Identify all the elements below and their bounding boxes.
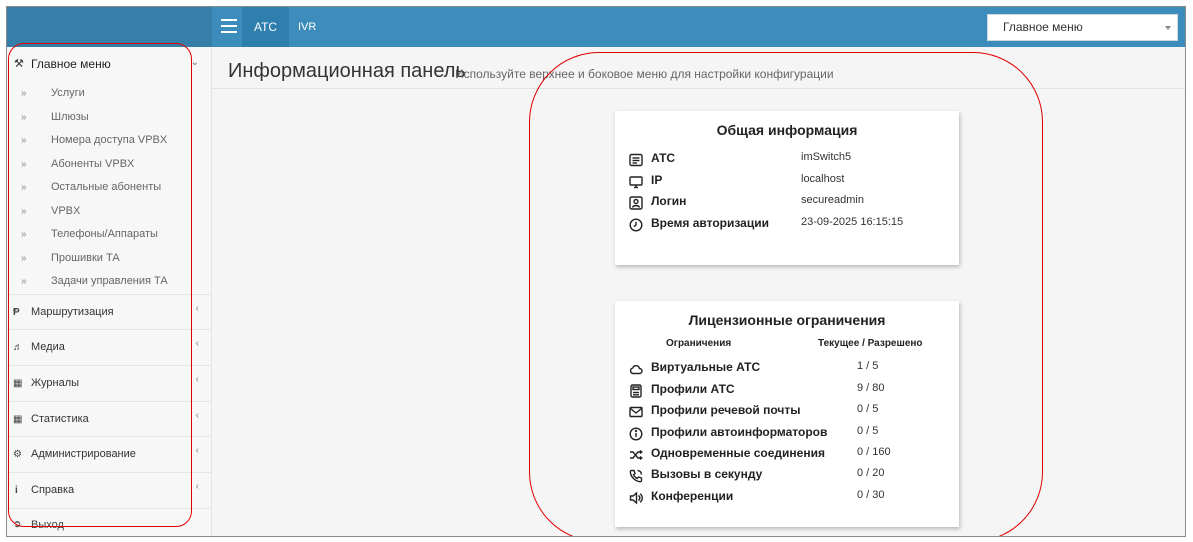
- chevron-left-icon: ‹: [195, 373, 199, 385]
- license-limits-card: [615, 301, 959, 527]
- double-chevron-icon: »: [21, 276, 27, 287]
- phone-icon: [629, 469, 643, 483]
- sidebar-item-logs[interactable]: [7, 365, 211, 401]
- double-chevron-icon: »: [21, 252, 27, 264]
- submenu-item-label: Прошивки ТА: [51, 251, 120, 264]
- hamburger-menu-icon[interactable]: [221, 19, 237, 33]
- sidebar-item-label: Справка: [31, 483, 75, 496]
- submenu-item-vpbx[interactable]: [7, 200, 211, 224]
- main-menu-select-value: Главное меню: [1003, 20, 1083, 34]
- submenu-item-services[interactable]: [7, 82, 211, 106]
- license-label: Профили автоинформаторов: [651, 425, 828, 439]
- double-chevron-icon: »: [21, 229, 27, 240]
- submenu-item-label: VPBX: [51, 204, 81, 217]
- monitor-icon: [629, 175, 643, 189]
- page-subtitle: Используйте верхнее и боковое меню для настройки конфигурации: [455, 67, 834, 81]
- sidebar-item-routing[interactable]: [7, 294, 211, 330]
- chevron-left-icon: ‹: [195, 445, 199, 457]
- info-label: IP: [651, 173, 663, 187]
- license-value: 0 / 5: [857, 403, 879, 415]
- app-window: [6, 6, 1186, 537]
- main-menu-select[interactable]: [987, 14, 1178, 41]
- main-content: [212, 47, 1186, 537]
- sidebar-submenu: [7, 82, 211, 294]
- submenu-item-label: Услуги: [51, 87, 85, 99]
- double-chevron-icon: »: [21, 205, 27, 217]
- chevron-down-icon: ⌄: [190, 57, 199, 68]
- column-header-limits: Ограничения: [666, 338, 732, 349]
- license-label: Вызовы в секунду: [651, 467, 763, 481]
- card-title: Общая информация: [716, 122, 858, 138]
- license-value: 0 / 5: [857, 425, 879, 437]
- sidebar-item-label: Статистика: [31, 412, 89, 425]
- info-label: Логин: [651, 194, 687, 208]
- tab-ats[interactable]: АТС: [242, 7, 289, 47]
- submenu-item-label: Задачи управления ТА: [51, 275, 168, 287]
- logo-area: [7, 7, 212, 47]
- sidebar-item-exit[interactable]: [7, 508, 211, 534]
- sidebar-item-label: Выход: [31, 518, 64, 531]
- license-label: Конференции: [651, 489, 734, 503]
- submenu-item-phones[interactable]: [7, 223, 211, 247]
- gears-icon: ⚙: [13, 449, 22, 461]
- info-circle-icon: [629, 427, 643, 441]
- clock-icon: [629, 218, 643, 232]
- sidebar: [7, 47, 212, 537]
- sidebar-item-main-menu[interactable]: [7, 47, 211, 82]
- sidebar-item-administration[interactable]: [7, 436, 211, 472]
- submenu-item-firmware[interactable]: [7, 247, 211, 271]
- double-chevron-icon: »: [21, 111, 27, 123]
- sidebar-item-help[interactable]: [7, 472, 211, 508]
- calendar-icon: ▦: [13, 413, 23, 425]
- list-icon: [629, 153, 643, 167]
- license-label: Виртуальные АТС: [651, 360, 761, 374]
- license-label: Профили АТС: [651, 382, 735, 396]
- double-chevron-icon: »: [21, 135, 27, 146]
- chevron-left-icon: ‹: [195, 409, 199, 421]
- sidebar-item-statistics[interactable]: [7, 401, 211, 437]
- info-label: АТС: [651, 151, 676, 165]
- submenu-item-gateways[interactable]: [7, 106, 211, 130]
- license-value: 9 / 80: [857, 382, 885, 394]
- info-value: secureadmin: [801, 194, 864, 206]
- sidebar-item-label: Журналы: [31, 376, 80, 389]
- submenu-item-label: Абоненты VPBX: [51, 157, 135, 170]
- card-title: Лицензионные ограничения: [688, 312, 886, 328]
- chevron-left-icon: ‹: [195, 480, 199, 492]
- sign-out-icon: ➲: [13, 518, 22, 530]
- top-navbar: [7, 7, 1185, 47]
- column-header-values: Текущее / Разрешено: [818, 338, 923, 349]
- double-chevron-icon: »: [21, 88, 27, 99]
- info-label: Время авторизации: [651, 216, 769, 230]
- submenu-item-label: Шлюзы: [51, 110, 89, 123]
- gavel-icon: ⚒: [14, 58, 24, 70]
- license-value: 0 / 30: [857, 489, 885, 501]
- submenu-item-label: Номера доступа VPBX: [51, 134, 168, 146]
- table-icon: ▦: [13, 377, 23, 389]
- license-value: 0 / 20: [857, 467, 885, 479]
- chevron-left-icon: ‹: [195, 302, 199, 314]
- double-chevron-icon: »: [21, 182, 27, 193]
- general-info-card: [615, 111, 959, 265]
- calculator-icon: [629, 384, 643, 398]
- sidebar-item-label: Маршрутизация: [31, 305, 114, 318]
- routing-icon: Ᵽ: [13, 306, 20, 318]
- volume-icon: [629, 491, 643, 505]
- user-icon: [629, 196, 643, 210]
- music-icon: ♬: [13, 342, 23, 354]
- license-value: 0 / 160: [857, 446, 891, 458]
- license-label: Одновременные соединения: [651, 446, 825, 460]
- tab-ivr[interactable]: IVR: [298, 21, 317, 33]
- submenu-item-other-subscribers[interactable]: [7, 176, 211, 200]
- info-value: localhost: [801, 173, 845, 185]
- license-label: Профили речевой почты: [651, 403, 801, 417]
- sidebar-item-label: Медиа: [31, 341, 65, 354]
- submenu-item-label: Телефоны/Аппараты: [51, 228, 158, 240]
- cloud-icon: [629, 362, 643, 376]
- info-value: 23-09-2025 16:15:15: [801, 216, 904, 228]
- divider: [212, 88, 1186, 89]
- sidebar-item-label: Администрирование: [31, 448, 136, 461]
- submenu-item-vpbx-subscribers[interactable]: [7, 153, 211, 177]
- submenu-item-vpbx-numbers[interactable]: [7, 129, 211, 153]
- chevron-down-icon: [1165, 26, 1171, 30]
- sidebar-item-media[interactable]: [7, 329, 211, 365]
- chevron-left-icon: ‹: [195, 338, 199, 350]
- info-icon: i: [15, 484, 18, 496]
- envelope-icon: [629, 405, 643, 419]
- info-value: imSwitch5: [801, 151, 852, 163]
- double-chevron-icon: »: [21, 158, 27, 170]
- sidebar-item-label: Главное меню: [31, 57, 111, 71]
- submenu-item-label: Остальные абоненты: [51, 181, 162, 193]
- shuffle-icon: [629, 448, 643, 462]
- page-title: Информационная панель: [228, 60, 466, 82]
- submenu-item-device-tasks[interactable]: [7, 270, 211, 294]
- license-value: 1 / 5: [857, 360, 879, 372]
